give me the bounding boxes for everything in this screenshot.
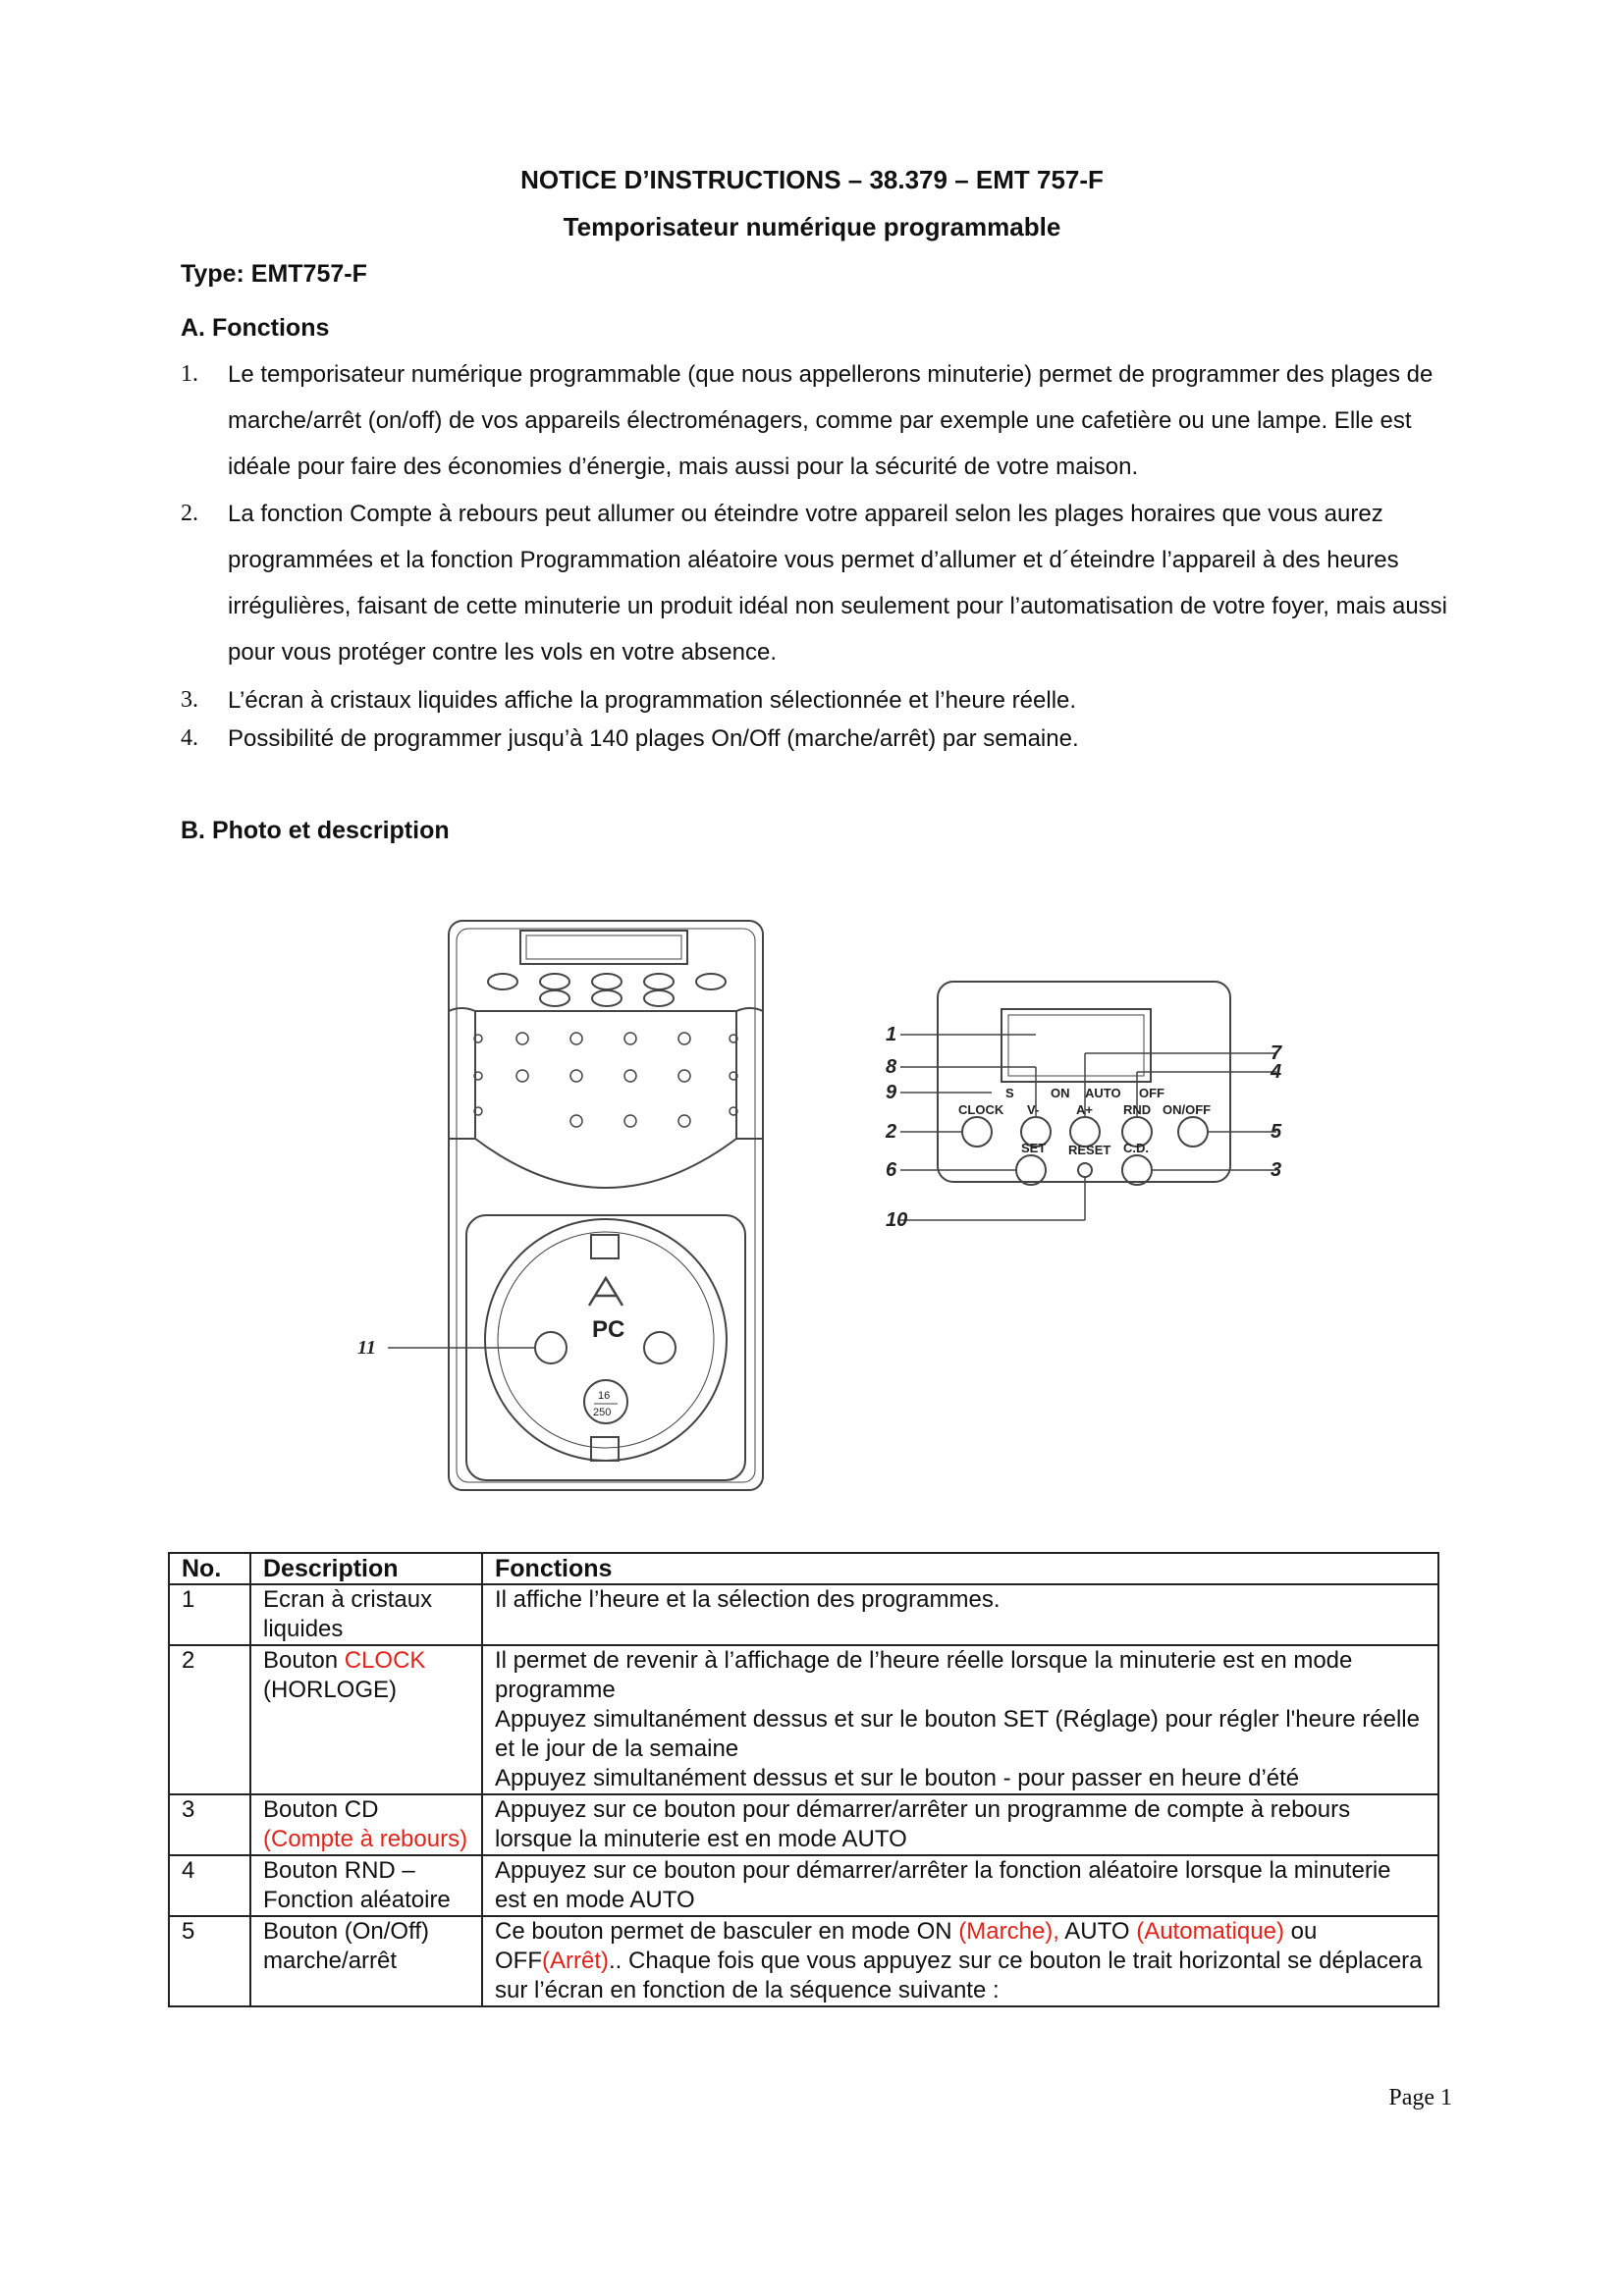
callout-label-10: 10 bbox=[886, 1209, 908, 1231]
plug-rating-bottom: 250 bbox=[593, 1407, 612, 1418]
description-text: (HORLOGE) bbox=[263, 1677, 398, 1703]
panel-set-label: SET bbox=[1021, 1141, 1047, 1155]
socket-pin-hole-right bbox=[644, 1332, 676, 1363]
callout-label-7: 7 bbox=[1271, 1042, 1282, 1064]
function-text: Appuyez simultanément dessus et sur le bouton SET (Réglage) pour régler l'heure réelle et le jour de la semaine bbox=[495, 1706, 1420, 1762]
function-highlight: (Automatique) bbox=[1136, 1918, 1284, 1945]
panel-cd-label: C.D. bbox=[1123, 1141, 1149, 1155]
row-functions bbox=[482, 1584, 1438, 1645]
callout-label-11: 11 bbox=[357, 1337, 376, 1359]
on-off-button-shape bbox=[1178, 1117, 1208, 1147]
list-item-number: 2. bbox=[181, 501, 198, 526]
row-functions bbox=[482, 1916, 1438, 2006]
socket-pin-hole-left bbox=[535, 1332, 567, 1363]
function-text: Il affiche l’heure et la sélection des programmes. bbox=[495, 1586, 1001, 1613]
function-text: Ce bouton permet de basculer en mode ON bbox=[495, 1918, 959, 1945]
row-number: 3 bbox=[169, 1794, 250, 1855]
column-header-functions: Fonctions bbox=[482, 1553, 1438, 1584]
row-description: Bouton (On/Off) marche/arrêt bbox=[250, 1916, 482, 2006]
list-item-text: La fonction Compte à rebours peut allumer ou éteindre votre appareil selon les plages horaires que vous aurez programmées et la fonction Programmation aléatoire vous permet d’allumer et d´éteindre l’appareil à des heures irrégulières, faisant de cette minuterie un produit idéal non seulement pour l’automatisation de votre foyer, mais aussi pour vous protéger contre les vols en votre absence. bbox=[228, 501, 1448, 666]
list-item-number: 1. bbox=[181, 361, 198, 387]
function-text: Appuyez simultanément dessus et sur le bouton - pour passer en heure d’été bbox=[495, 1765, 1300, 1791]
cd-button-shape bbox=[1122, 1155, 1152, 1185]
callout-label-8: 8 bbox=[886, 1056, 897, 1078]
description-text: Bouton CD bbox=[263, 1796, 379, 1823]
document-subtitle: Temporisateur numérique programmable bbox=[563, 212, 1061, 241]
callout-label-2: 2 bbox=[886, 1121, 897, 1143]
function-text: Il permet de revenir à l’affichage de l’heure réelle lorsque la minuterie est en mode programme bbox=[495, 1647, 1353, 1703]
function-text: AUTO bbox=[1058, 1918, 1137, 1945]
panel-a-plus-label: A+ bbox=[1076, 1102, 1093, 1117]
table-row bbox=[169, 1794, 1438, 1855]
function-text: Appuyez sur ce bouton pour démarrer/arrêter la fonction aléatoire lorsque la minuterie est en mode AUTO bbox=[495, 1857, 1391, 1913]
callout-label-6: 6 bbox=[886, 1159, 897, 1181]
row-number: 2 bbox=[169, 1645, 250, 1794]
row-description: Ecran à cristaux liquides bbox=[250, 1584, 482, 1645]
table-row bbox=[169, 1916, 1438, 2006]
table-row bbox=[169, 1645, 1438, 1794]
list-item-text: Le temporisateur numérique programmable (que nous appellerons minuterie) permet de programmer des plages de marche/arrêt (on/off) de vos appareils électroménagers, comme par exemple une cafetière ou une lampe. Elle est idéale pour faire des économies d’énergie, mais aussi pour la sécurité de votre maison. bbox=[228, 361, 1434, 480]
callout-label-5: 5 bbox=[1271, 1121, 1282, 1143]
function-text: ou OFF bbox=[495, 1918, 1318, 1974]
panel-clock-label: CLOCK bbox=[958, 1102, 1004, 1117]
panel-auto-label: AUTO bbox=[1085, 1086, 1121, 1100]
panel-v-minus-label: V- bbox=[1027, 1102, 1040, 1117]
table-row bbox=[169, 1855, 1438, 1916]
description-highlight: (Compte à rebours) bbox=[263, 1826, 468, 1852]
function-highlight: (Arrêt) bbox=[542, 1948, 609, 1974]
callout-label-4: 4 bbox=[1271, 1061, 1282, 1083]
section-b-heading: B. Photo et description bbox=[181, 817, 450, 844]
panel-on-off-label: ON/OFF bbox=[1163, 1102, 1212, 1117]
panel-s-label: S bbox=[1005, 1086, 1014, 1100]
row-description bbox=[250, 1645, 482, 1794]
panel-off-label: OFF bbox=[1139, 1086, 1164, 1100]
column-header-description: Description bbox=[250, 1553, 482, 1584]
plug-pc-label: PC bbox=[592, 1316, 625, 1343]
section-a-heading: A. Fonctions bbox=[181, 314, 330, 342]
row-description bbox=[250, 1794, 482, 1855]
set-button-shape bbox=[1016, 1155, 1046, 1185]
panel-lcd-display bbox=[1001, 1009, 1151, 1082]
description-highlight: CLOCK bbox=[344, 1647, 426, 1674]
panel-on-label: ON bbox=[1051, 1086, 1070, 1100]
list-item-number: 4. bbox=[181, 725, 198, 751]
row-functions bbox=[482, 1855, 1438, 1916]
panel-reset-label: RESET bbox=[1068, 1143, 1111, 1157]
list-item-text: L’écran à cristaux liquides affiche la programmation sélectionnée et l’heure réelle. bbox=[228, 687, 1077, 714]
clock-button-shape bbox=[962, 1117, 992, 1147]
row-functions bbox=[482, 1645, 1438, 1794]
plug-rating-top: 16 bbox=[598, 1390, 611, 1402]
row-functions bbox=[482, 1794, 1438, 1855]
panel-rnd-label: RND bbox=[1123, 1102, 1152, 1117]
table-header-row bbox=[169, 1553, 1438, 1584]
row-description: Bouton RND – Fonction aléatoire bbox=[250, 1855, 482, 1916]
list-item-number: 3. bbox=[181, 687, 198, 713]
description-text: Bouton bbox=[263, 1647, 345, 1674]
callout-label-1: 1 bbox=[886, 1024, 897, 1045]
row-number: 1 bbox=[169, 1584, 250, 1645]
type-line: Type: EMT757-F bbox=[181, 260, 367, 288]
reset-button-shape bbox=[1078, 1163, 1092, 1177]
page-number: Page 1 bbox=[1388, 2085, 1452, 2110]
function-text: .. Chaque fois que vous appuyez sur ce bouton le trait horizontal se déplacera sur l’écran en fonction de la séquence suivante : bbox=[495, 1948, 1423, 2003]
function-highlight: (Marche), bbox=[958, 1918, 1059, 1945]
document-title: NOTICE D’INSTRUCTIONS – 38.379 – EMT 757-F bbox=[520, 165, 1104, 194]
function-text: Appuyez sur ce bouton pour démarrer/arrêter un programme de compte à rebours lorsque la minuterie est en mode AUTO bbox=[495, 1796, 1351, 1852]
row-number: 4 bbox=[169, 1855, 250, 1916]
callout-label-9: 9 bbox=[886, 1082, 897, 1103]
list-item-text: Possibilité de programmer jusqu’à 140 plages On/Off (marche/arrêt) par semaine. bbox=[228, 725, 1079, 752]
column-header-no: No. bbox=[169, 1553, 250, 1584]
callout-label-3: 3 bbox=[1271, 1159, 1282, 1181]
row-number: 5 bbox=[169, 1916, 250, 2006]
functions-table bbox=[168, 1552, 1439, 2007]
table-row bbox=[169, 1584, 1438, 1645]
